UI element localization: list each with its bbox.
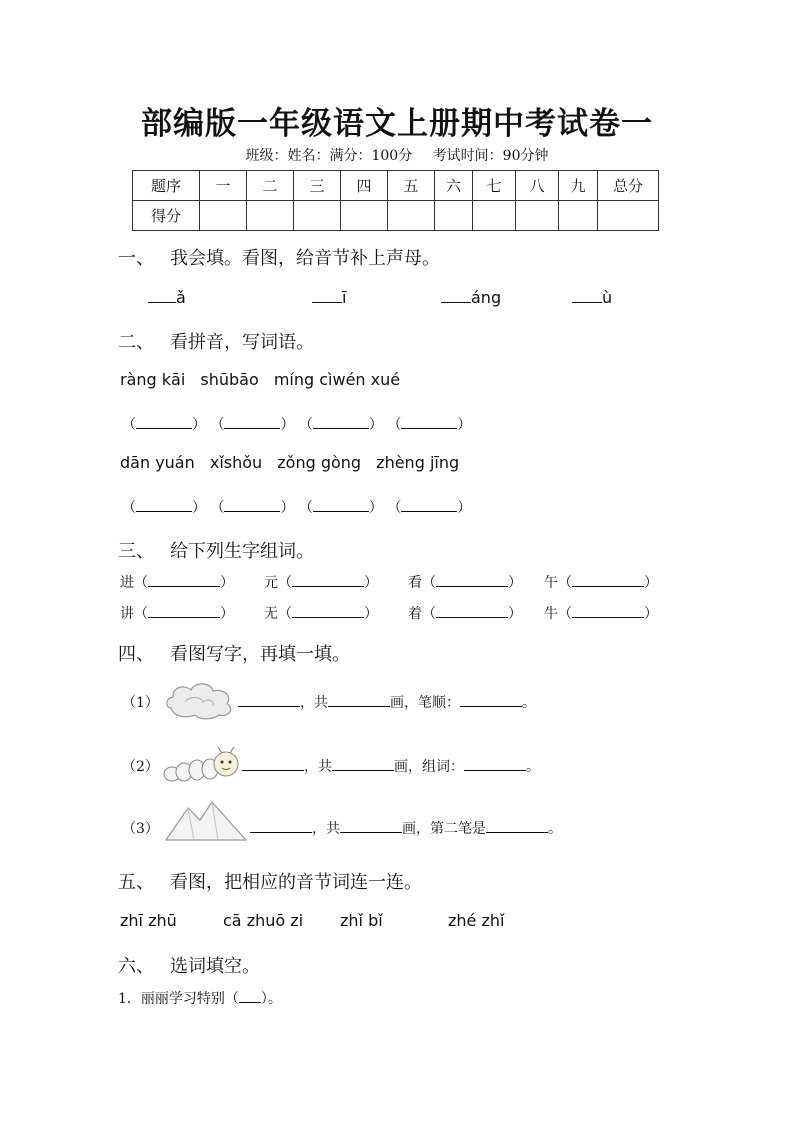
final-syllable: áng xyxy=(471,288,502,307)
word-group-item[interactable]: 元（ ） xyxy=(264,572,408,592)
section-instruction: 给下列生字组词。 xyxy=(170,541,314,562)
page-title: 部编版一年级语文上册期中考试卷一 xyxy=(141,106,653,142)
exam-info xyxy=(0,145,794,165)
stroke-question-row[interactable]: ，共 画，组词： 。 xyxy=(242,756,540,776)
section-number: 二、 xyxy=(118,332,154,353)
final-syllable: ù xyxy=(602,288,613,307)
final-syllable: ī xyxy=(342,288,347,307)
pinyin-word: zhé zhǐ xyxy=(448,911,505,930)
pinyin-word: ràng kāi xyxy=(120,370,186,389)
table-cell: 七 xyxy=(473,171,516,201)
table-cell: 题序 xyxy=(133,171,200,201)
pinyin-word: dān yuán xyxy=(120,453,195,472)
word-group-item[interactable]: 牛（ ） xyxy=(544,603,658,623)
table-cell: 四 xyxy=(341,171,388,201)
section-instruction: 我会填。看图，给音节补上声母。 xyxy=(170,248,440,269)
section-instruction: 看图，把相应的音节词连一连。 xyxy=(170,872,422,893)
stroke-question-row[interactable]: ，共 画，第二笔是 。 xyxy=(250,818,562,838)
section-number: 四、 xyxy=(118,644,154,665)
score-input-cell[interactable] xyxy=(559,201,598,231)
table-cell: 八 xyxy=(516,171,559,201)
section-number: 一、 xyxy=(118,248,154,269)
table-cell: 五 xyxy=(388,171,435,201)
final-syllable: ǎ xyxy=(176,288,186,307)
pinyin-word: cā zhuō zi xyxy=(223,911,304,930)
score-input-cell[interactable] xyxy=(294,201,341,231)
score-input-cell[interactable] xyxy=(341,201,388,231)
score-input-cell[interactable] xyxy=(516,201,559,231)
table-cell: 三 xyxy=(294,171,341,201)
word-group-item[interactable]: 午（ ） xyxy=(544,572,658,592)
section-3-heading xyxy=(118,537,314,563)
section-5-heading xyxy=(118,868,422,894)
pinyin-word: míng cìwén xué xyxy=(273,370,401,389)
table-cell: 六 xyxy=(435,171,473,201)
score-table-score-row xyxy=(133,201,659,231)
pinyin-word: zhǐ bǐ xyxy=(340,911,383,930)
item-index: （1） xyxy=(122,695,159,711)
score-input-cell[interactable] xyxy=(598,201,659,231)
word-group-item[interactable]: 看（ ） xyxy=(408,572,544,592)
word-group-row xyxy=(120,572,658,592)
score-input-cell[interactable] xyxy=(247,201,294,231)
score-table xyxy=(132,170,659,231)
section-number: 五、 xyxy=(118,872,154,893)
pinyin-word: zhī zhū xyxy=(120,911,177,930)
section-1-heading xyxy=(118,244,440,270)
section-instruction: 选词填空。 xyxy=(170,956,260,977)
fill-initial-item[interactable] xyxy=(441,288,501,307)
section-instruction: 看图写字，再填一填。 xyxy=(170,644,350,665)
mountain-icon xyxy=(164,796,248,846)
pinyin-word: shūbāo xyxy=(200,370,259,389)
answer-blank-row[interactable]: （ ） （ ） （ ） （ ） xyxy=(122,497,471,517)
question-1[interactable]: 1．丽丽学习特别（ ）。 xyxy=(118,988,282,1008)
section-4-heading xyxy=(118,640,350,666)
pinyin-row xyxy=(120,370,400,389)
pinyin-word: xǐshǒu xyxy=(209,453,263,472)
fill-initial-item[interactable] xyxy=(148,288,186,307)
table-cell: 得分 xyxy=(133,201,200,231)
item-index: （2） xyxy=(122,759,159,775)
caterpillar-icon xyxy=(160,744,244,784)
pinyin-word: zǒng gòng xyxy=(277,453,362,472)
stroke-question-row[interactable]: ，共 画，笔顺： 。 xyxy=(238,692,536,712)
score-input-cell[interactable] xyxy=(473,201,516,231)
fill-initial-item[interactable] xyxy=(572,288,612,307)
word-group-item[interactable]: 着（ ） xyxy=(408,603,544,623)
pinyin-word: zhèng jīng xyxy=(376,453,460,472)
class-name-score-label: 班级：姓名：满分：100分 xyxy=(245,148,413,164)
section-instruction: 看拼音，写词语。 xyxy=(170,332,314,353)
word-group-item[interactable]: 进（ ） xyxy=(120,572,264,592)
section-number: 三、 xyxy=(118,541,154,562)
cloud-icon xyxy=(163,678,237,722)
pinyin-row xyxy=(120,453,459,472)
section-number: 六、 xyxy=(118,956,154,977)
section-6-heading xyxy=(118,952,260,978)
item-index: （3） xyxy=(122,821,159,837)
table-cell: 总分 xyxy=(598,171,659,201)
exam-time-label: 考试时间：90分钟 xyxy=(432,148,549,164)
score-input-cell[interactable] xyxy=(435,201,473,231)
word-group-item[interactable]: 讲（ ） xyxy=(120,603,264,623)
table-cell: 二 xyxy=(247,171,294,201)
score-table-header-row xyxy=(133,171,659,201)
table-cell: 九 xyxy=(559,171,598,201)
score-input-cell[interactable] xyxy=(388,201,435,231)
table-cell: 一 xyxy=(200,171,247,201)
word-group-item[interactable]: 无（ ） xyxy=(264,603,408,623)
word-group-row xyxy=(120,603,658,623)
section-2-heading xyxy=(118,328,314,354)
fill-initial-item[interactable] xyxy=(312,288,346,307)
score-input-cell[interactable] xyxy=(200,201,247,231)
answer-blank-row[interactable]: （ ） （ ） （ ） （ ） xyxy=(122,414,471,434)
